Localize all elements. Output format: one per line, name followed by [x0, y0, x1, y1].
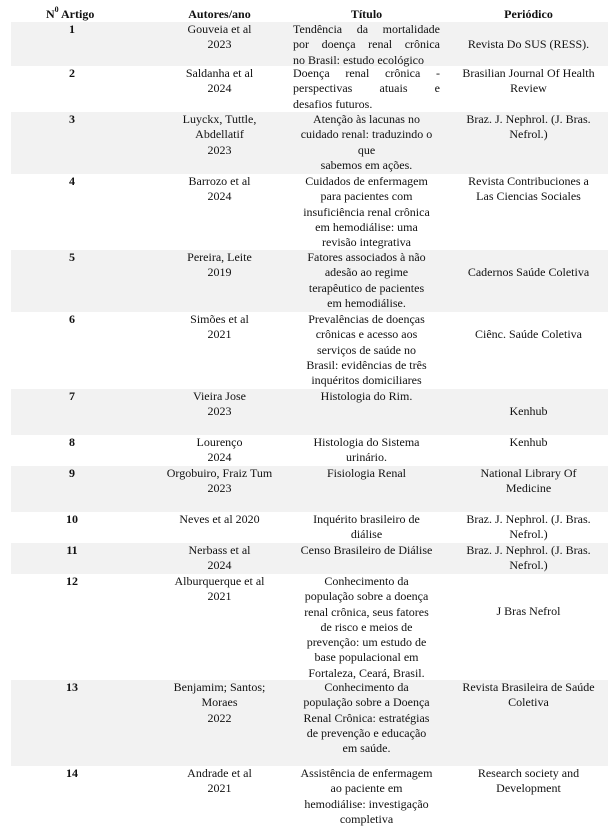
cell-journal [449, 112, 608, 143]
table-row [11, 312, 608, 389]
cell-title-line: Cuidados de enfermagem [305, 174, 428, 188]
cell-authors [142, 22, 297, 53]
cell-title-line: serviços de saúde no [317, 342, 416, 357]
cell-title [293, 389, 440, 404]
cell-authors-line: 2023 [207, 404, 232, 419]
cell-title-line: Doença renal crônica - [293, 66, 440, 80]
cell-authors [142, 543, 297, 574]
cell-authors-line: 2024 [207, 558, 232, 573]
cell-title-line: completiva [339, 811, 394, 826]
cell-authors-line: Vieira Jose [193, 389, 246, 403]
cell-journal [449, 466, 608, 497]
cell-journal [449, 327, 608, 342]
cell-title-line: Brasil: evidências de três [306, 357, 427, 372]
cell-journal-line: Review [510, 81, 547, 96]
cell-journal [449, 174, 608, 205]
cell-journal-line: Ciênc. Saúde Coletiva [475, 327, 582, 341]
cell-authors-line: 2024 [207, 81, 232, 96]
cell-authors-line: Simões et al [190, 312, 249, 326]
cell-authors [142, 435, 297, 466]
cell-number: 2 [69, 66, 75, 80]
header-number-rest: Artigo [58, 7, 95, 21]
cell-title [293, 543, 440, 558]
cell-title-line: Tendência da mortalidade [293, 22, 440, 36]
cell-title [293, 112, 440, 173]
cell-journal-line: Nefrol.) [509, 558, 548, 573]
cell-authors [142, 574, 297, 605]
cell-authors-line: Pereira, Leite [187, 250, 252, 264]
cell-number: 6 [69, 312, 75, 326]
cell-journal-line: Brasilian Journal Of Health [462, 66, 595, 80]
cell-title-line: Fatores associados à não [307, 250, 426, 264]
cell-title-line: Censo Brasileiro de Diálise [300, 543, 433, 557]
cell-journal-line: Braz. J. Nephrol. (J. Bras. [466, 512, 591, 526]
cell-journal-line: Revista Brasileira de Saúde [462, 680, 595, 694]
cell-title [293, 466, 440, 481]
cell-title [293, 680, 440, 756]
cell-authors [142, 512, 297, 527]
cell-number: 1 [69, 22, 75, 36]
cell-authors-line: 2022 [207, 710, 232, 725]
cell-authors-line: Luyckx, Tuttle, [182, 112, 257, 126]
cell-authors [142, 466, 297, 497]
cell-title [293, 435, 440, 466]
cell-authors [142, 250, 297, 281]
cell-journal-line: Las Ciencias Sociales [476, 189, 581, 204]
cell-authors-line: Alburquerque et al [174, 574, 265, 588]
cell-journal-line: Kenhub [509, 435, 548, 449]
cell-title [293, 312, 440, 388]
cell-journal-line: Research society and [477, 766, 580, 780]
cell-journal [449, 404, 608, 419]
cell-authors-line: 2023 [207, 37, 232, 52]
table-row [11, 389, 608, 435]
cell-journal-line: Braz. J. Nephrol. (J. Bras. [466, 112, 591, 126]
cell-number: 5 [69, 250, 75, 264]
cell-authors-line: Benjamim; Santos; [173, 680, 266, 694]
cell-journal-line: Development [496, 781, 561, 796]
cell-title-line: no Brasil: estudo ecológico [293, 52, 424, 67]
cell-journal-line: Braz. J. Nephrol. (J. Bras. [466, 543, 591, 557]
cell-authors-line: Nerbass et al [188, 543, 251, 557]
cell-title-line: sabemos em ações. [320, 157, 413, 172]
table-row [11, 543, 608, 574]
cell-journal [449, 543, 608, 574]
cell-number: 8 [69, 435, 75, 449]
table-row [11, 766, 608, 828]
cell-title-line: terapêutico de pacientes [308, 280, 425, 295]
cell-journal [449, 680, 608, 711]
cell-journal-line: Revista Do SUS (RESS). [467, 37, 590, 51]
cell-title-line: Conhecimento da [324, 680, 409, 694]
cell-title-line: Assistência de enfermagem [300, 766, 433, 780]
cell-title-line: adesão ao regime [324, 265, 409, 280]
cell-title-line: desafios futuros. [293, 96, 373, 111]
cell-journal-line: Nefrol.) [509, 527, 548, 542]
table-row [11, 66, 608, 112]
cell-title-line: por doença renal crônica [293, 37, 440, 52]
cell-journal-line: Cadernos Saúde Coletiva [467, 265, 590, 279]
cell-title-line: população sobre a Doença [303, 695, 430, 710]
table-row [11, 250, 608, 312]
cell-authors [142, 680, 297, 726]
cell-title-line: urinário. [346, 450, 387, 465]
cell-authors-line: 2019 [207, 265, 232, 280]
cell-title-line: Fisiologia Renal [327, 466, 406, 480]
cell-authors-line: 2023 [207, 142, 232, 157]
cell-authors-line: 2024 [207, 189, 232, 204]
cell-number: 12 [66, 574, 78, 588]
header-title: Título [350, 7, 383, 21]
cell-authors-line: Lourenço [196, 435, 243, 449]
cell-journal [449, 37, 608, 52]
cell-title-line: Conhecimento da [324, 574, 409, 588]
table-row [11, 435, 608, 466]
cell-authors-line: 2021 [207, 781, 232, 796]
cell-title [293, 766, 440, 827]
cell-authors [142, 312, 297, 343]
cell-journal-line: National Library Of [480, 466, 577, 480]
cell-title-line: inquéritos domiciliares [311, 373, 422, 388]
header-authors: Autores/ano [188, 7, 251, 21]
cell-title-line: revisão integrativa [322, 235, 411, 250]
cell-number: 4 [69, 174, 75, 188]
cell-authors [142, 766, 297, 797]
cell-title [293, 574, 440, 681]
cell-journal [449, 435, 608, 450]
cell-number: 9 [69, 466, 75, 480]
cell-title-line: insuficiência renal crônica [303, 204, 430, 219]
table-row [11, 574, 608, 680]
cell-authors-line: 2024 [207, 450, 232, 465]
cell-number: 14 [66, 766, 78, 780]
cell-authors-line: 2021 [207, 327, 232, 342]
cell-title-line: cuidado renal: traduzindo o [300, 127, 433, 142]
cell-title-line: Inquérito brasileiro de [313, 512, 420, 526]
header-number [46, 6, 106, 22]
cell-journal-line: Kenhub [509, 404, 548, 418]
cell-authors [142, 174, 297, 205]
table-row [11, 112, 608, 174]
cell-title-line: prevenção: um estudo de [306, 635, 427, 650]
cell-title [293, 512, 440, 543]
cell-authors-line: Andrade et al [187, 766, 252, 780]
cell-title-line: base populacional em [314, 650, 419, 665]
cell-number: 3 [69, 112, 75, 126]
cell-authors-line: Moraes [201, 695, 238, 710]
cell-title-line: em saúde. [342, 741, 391, 756]
cell-journal-line: Revista Contribuciones a [468, 174, 589, 188]
table-row [11, 466, 608, 512]
cell-title-line: crônicas e acesso aos [315, 327, 418, 342]
cell-title-line: de risco e meios de [320, 619, 413, 634]
cell-title [293, 174, 440, 250]
cell-title-line: de prevenção e educação [306, 725, 427, 740]
table-row [11, 512, 608, 543]
cell-title [293, 22, 440, 68]
cell-title [293, 66, 440, 112]
cell-title-line: perspectivas atuais e [293, 81, 440, 96]
cell-journal [449, 512, 608, 543]
cell-journal-line: Medicine [505, 481, 552, 496]
cell-authors-line: 2023 [207, 481, 232, 496]
cell-authors-line: 2021 [207, 589, 232, 604]
cell-journal-line: J Bras Nefrol [496, 604, 561, 618]
cell-authors-line: Orgobuiro, Fraiz Tum [166, 466, 273, 480]
cell-title-line: em hemodiálise: uma [315, 219, 418, 234]
cell-title-line: diálise [350, 527, 383, 542]
cell-authors [142, 389, 297, 420]
cell-title-line: renal crônica, seus fatores [304, 604, 429, 619]
cell-title-line: hemodiálise: investigação [304, 796, 429, 811]
cell-journal [449, 66, 608, 97]
cell-title-line: Prevalências de doenças [308, 312, 425, 326]
cell-title-line: em hemodiálise. [327, 295, 406, 310]
header-number-sup: 0 [54, 5, 59, 14]
cell-title-line: Fortaleza, Ceará, Brasil. [308, 665, 425, 680]
cell-authors-line: Neves et al 2020 [179, 512, 260, 526]
cell-journal [449, 265, 608, 280]
cell-title-line: ao paciente em [330, 781, 403, 796]
header-number-n: N [46, 7, 55, 21]
cell-title-line: Renal Crônica: estratégias [303, 710, 430, 725]
table-row [11, 22, 608, 66]
cell-authors-line: Gouveia et al [187, 22, 252, 36]
table-row [11, 174, 608, 250]
cell-journal [449, 604, 608, 619]
cell-authors [142, 112, 297, 158]
table-row [11, 680, 608, 766]
cell-number: 13 [66, 680, 78, 694]
cell-title [293, 250, 440, 311]
cell-number: 7 [69, 389, 75, 403]
cell-journal-line: Coletiva [508, 695, 549, 710]
header-journal: Periódico [504, 7, 553, 21]
cell-title-line: que [357, 142, 376, 157]
cell-title-line: população sobre a doença [304, 589, 429, 604]
cell-title-line: Atenção às lacunas no [313, 112, 420, 126]
cell-number: 10 [66, 512, 78, 526]
cell-title-line: Histologia do Sistema [313, 435, 420, 449]
cell-authors-line: Saldanha et al [185, 66, 254, 80]
cell-title-line: para pacientes com [320, 189, 413, 204]
cell-journal-line: Nefrol.) [509, 127, 548, 142]
cell-authors-line: Barrozo et al [188, 174, 251, 188]
cell-authors-line: Abdellatif [195, 127, 244, 142]
cell-number: 11 [66, 543, 78, 557]
cell-title-line: Histologia do Rim. [320, 389, 413, 403]
cell-authors [142, 66, 297, 97]
cell-journal [449, 766, 608, 797]
